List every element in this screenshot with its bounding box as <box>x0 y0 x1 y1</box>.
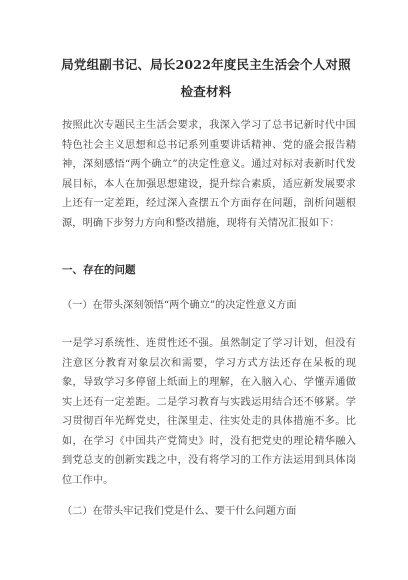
subsection-1-body: 一是学习系统性、连贯性还不强。虽然制定了学习计划，但没有注意区分教育对象层次和需要，学习方式方法还存在呆板的现象，导致学习多停留上纸面上的理解，在入脑入心、学懂弄通做实上还有一定差距。二是学习教育与实践运用结合还不够紧。学习贯彻百年光辉党史，往深里走、往实处走的具体措施不多。比如，在学习《中国共产党简史》时，没有把党史的理论精华融入到党总支的创新实践之中，没有将学习的工作方法运用到具体岗位工作中。 <box>62 338 356 486</box>
subsection-heading-2: （二）在带头牢记我们党是什么、要干什么问题方面 <box>62 506 297 517</box>
section-heading-problems: 一、存在的问题 <box>62 264 136 276</box>
subsection-heading-1: （一）在带头深刻领悟“两个确立”的决定性意义方面 <box>62 300 297 311</box>
intro-paragraph: 按照此次专题民主生活会要求，我深入学习了总书记新时代中国特色社会主义思想和总书记系列重要讲话精神、党的盛会报告精神，深刻感悟“两个确立”的决定性意义。通过对标对表新时代发展目标，本人在加强思想建设，提升综合素质，适应新发展要求上还有一定差距，经过深入查摆五个方面存在问题，剖析问题根源，明确下步努力方向和整改措施，现将有关情况汇报如下： <box>62 120 356 229</box>
document-title: 局党组副书记、局长2022年度民主生活会个人对照检查材料 <box>61 57 351 99</box>
